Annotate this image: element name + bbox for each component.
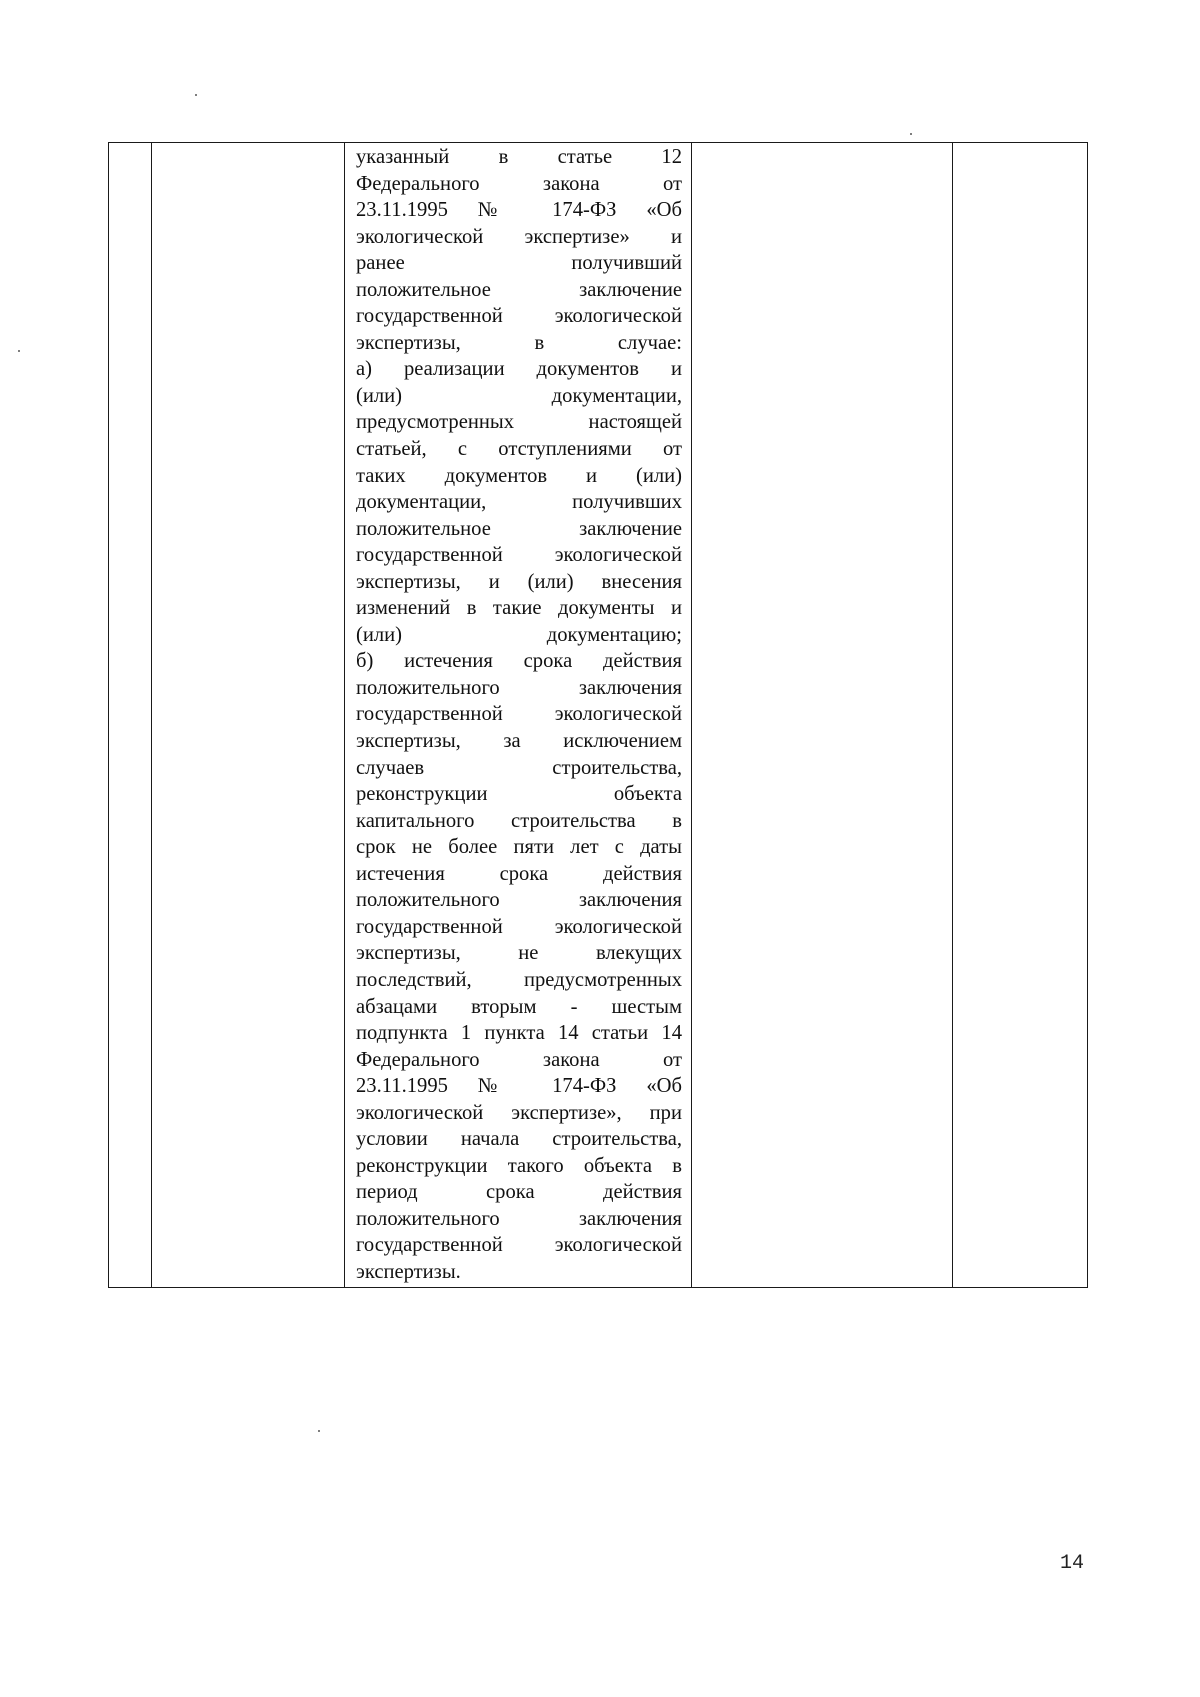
text-line: подпункта 1 пункта 14 статьи 14 [356,1022,682,1045]
text-line: (или) документации, [356,384,682,407]
text-line: случаев строительства, [356,756,682,779]
text-line: условии начала строительства, [356,1128,682,1151]
text-line: положительного заключения [356,1207,682,1230]
text-line: а) реализации документов и [356,358,682,381]
text-line: экспертизы, и (или) внесения [356,570,682,593]
scan-speck [910,133,912,135]
scan-speck [195,94,197,96]
text-line: статьей, с отступлениями от [356,438,682,461]
text-line: Федерального закона от [356,1048,682,1071]
text-line: государственной экологической [356,305,682,328]
text-line: срок не более пяти лет с даты [356,836,682,859]
text-line: изменений в такие документы и [356,597,682,620]
table-cell-empty [692,143,953,1288]
text-line: указанный в статье 12 [356,146,682,168]
document-table [108,142,1088,1288]
text-line: период срока действия [356,1181,682,1204]
text-line: экспертизы, за исключением [356,730,682,753]
table-cell-number [109,143,152,1288]
text-line: 23.11.1995 № 174-ФЗ «Об [356,1075,682,1098]
text-line: последствий, предусмотренных [356,968,682,991]
text-line: б) истечения срока действия [356,650,682,673]
text-line: экспертизы. [356,1260,461,1283]
table-cell-empty [953,143,1088,1288]
text-line: экологической экспертизе», при [356,1101,682,1124]
text-line: истечения срока действия [356,862,682,885]
text-line: положительное заключение [356,278,682,301]
table-cell-empty [152,143,345,1288]
text-line: таких документов и (или) [356,464,682,487]
text-line: государственной экологической [356,703,682,726]
text-line: экспертизы, не влекущих [356,942,682,965]
cell-paragraph [345,143,691,1286]
text-line: экологической экспертизе» и [356,225,682,248]
text-line: положительное заключение [356,517,682,540]
text-line: предусмотренных настоящей [356,411,682,434]
scan-speck [318,1430,320,1432]
scan-speck [18,350,20,352]
page-number: 14 [1060,1552,1085,1575]
text-line: реконструкции объекта [356,783,682,806]
text-line: экспертизы, в случае: [356,331,682,354]
text-line: государственной экологической [356,915,682,938]
table-cell-text [345,143,692,1288]
text-line: положительного заключения [356,889,682,912]
text-line: 23.11.1995 № 174-ФЗ «Об [356,199,682,222]
text-line: Федерального закона от [356,172,682,195]
text-line: капитального строительства в [356,809,682,832]
text-line: абзацами вторым - шестым [356,995,682,1018]
text-line: положительного заключения [356,676,682,699]
table-row [109,143,1088,1288]
text-line: реконструкции такого объекта в [356,1154,682,1177]
text-line: (или) документацию; [356,623,682,646]
text-line: государственной экологической [356,544,682,567]
text-line: документации, получивших [356,491,682,514]
text-line: государственной экологической [356,1234,682,1257]
text-line: ранее получивший [356,252,682,275]
